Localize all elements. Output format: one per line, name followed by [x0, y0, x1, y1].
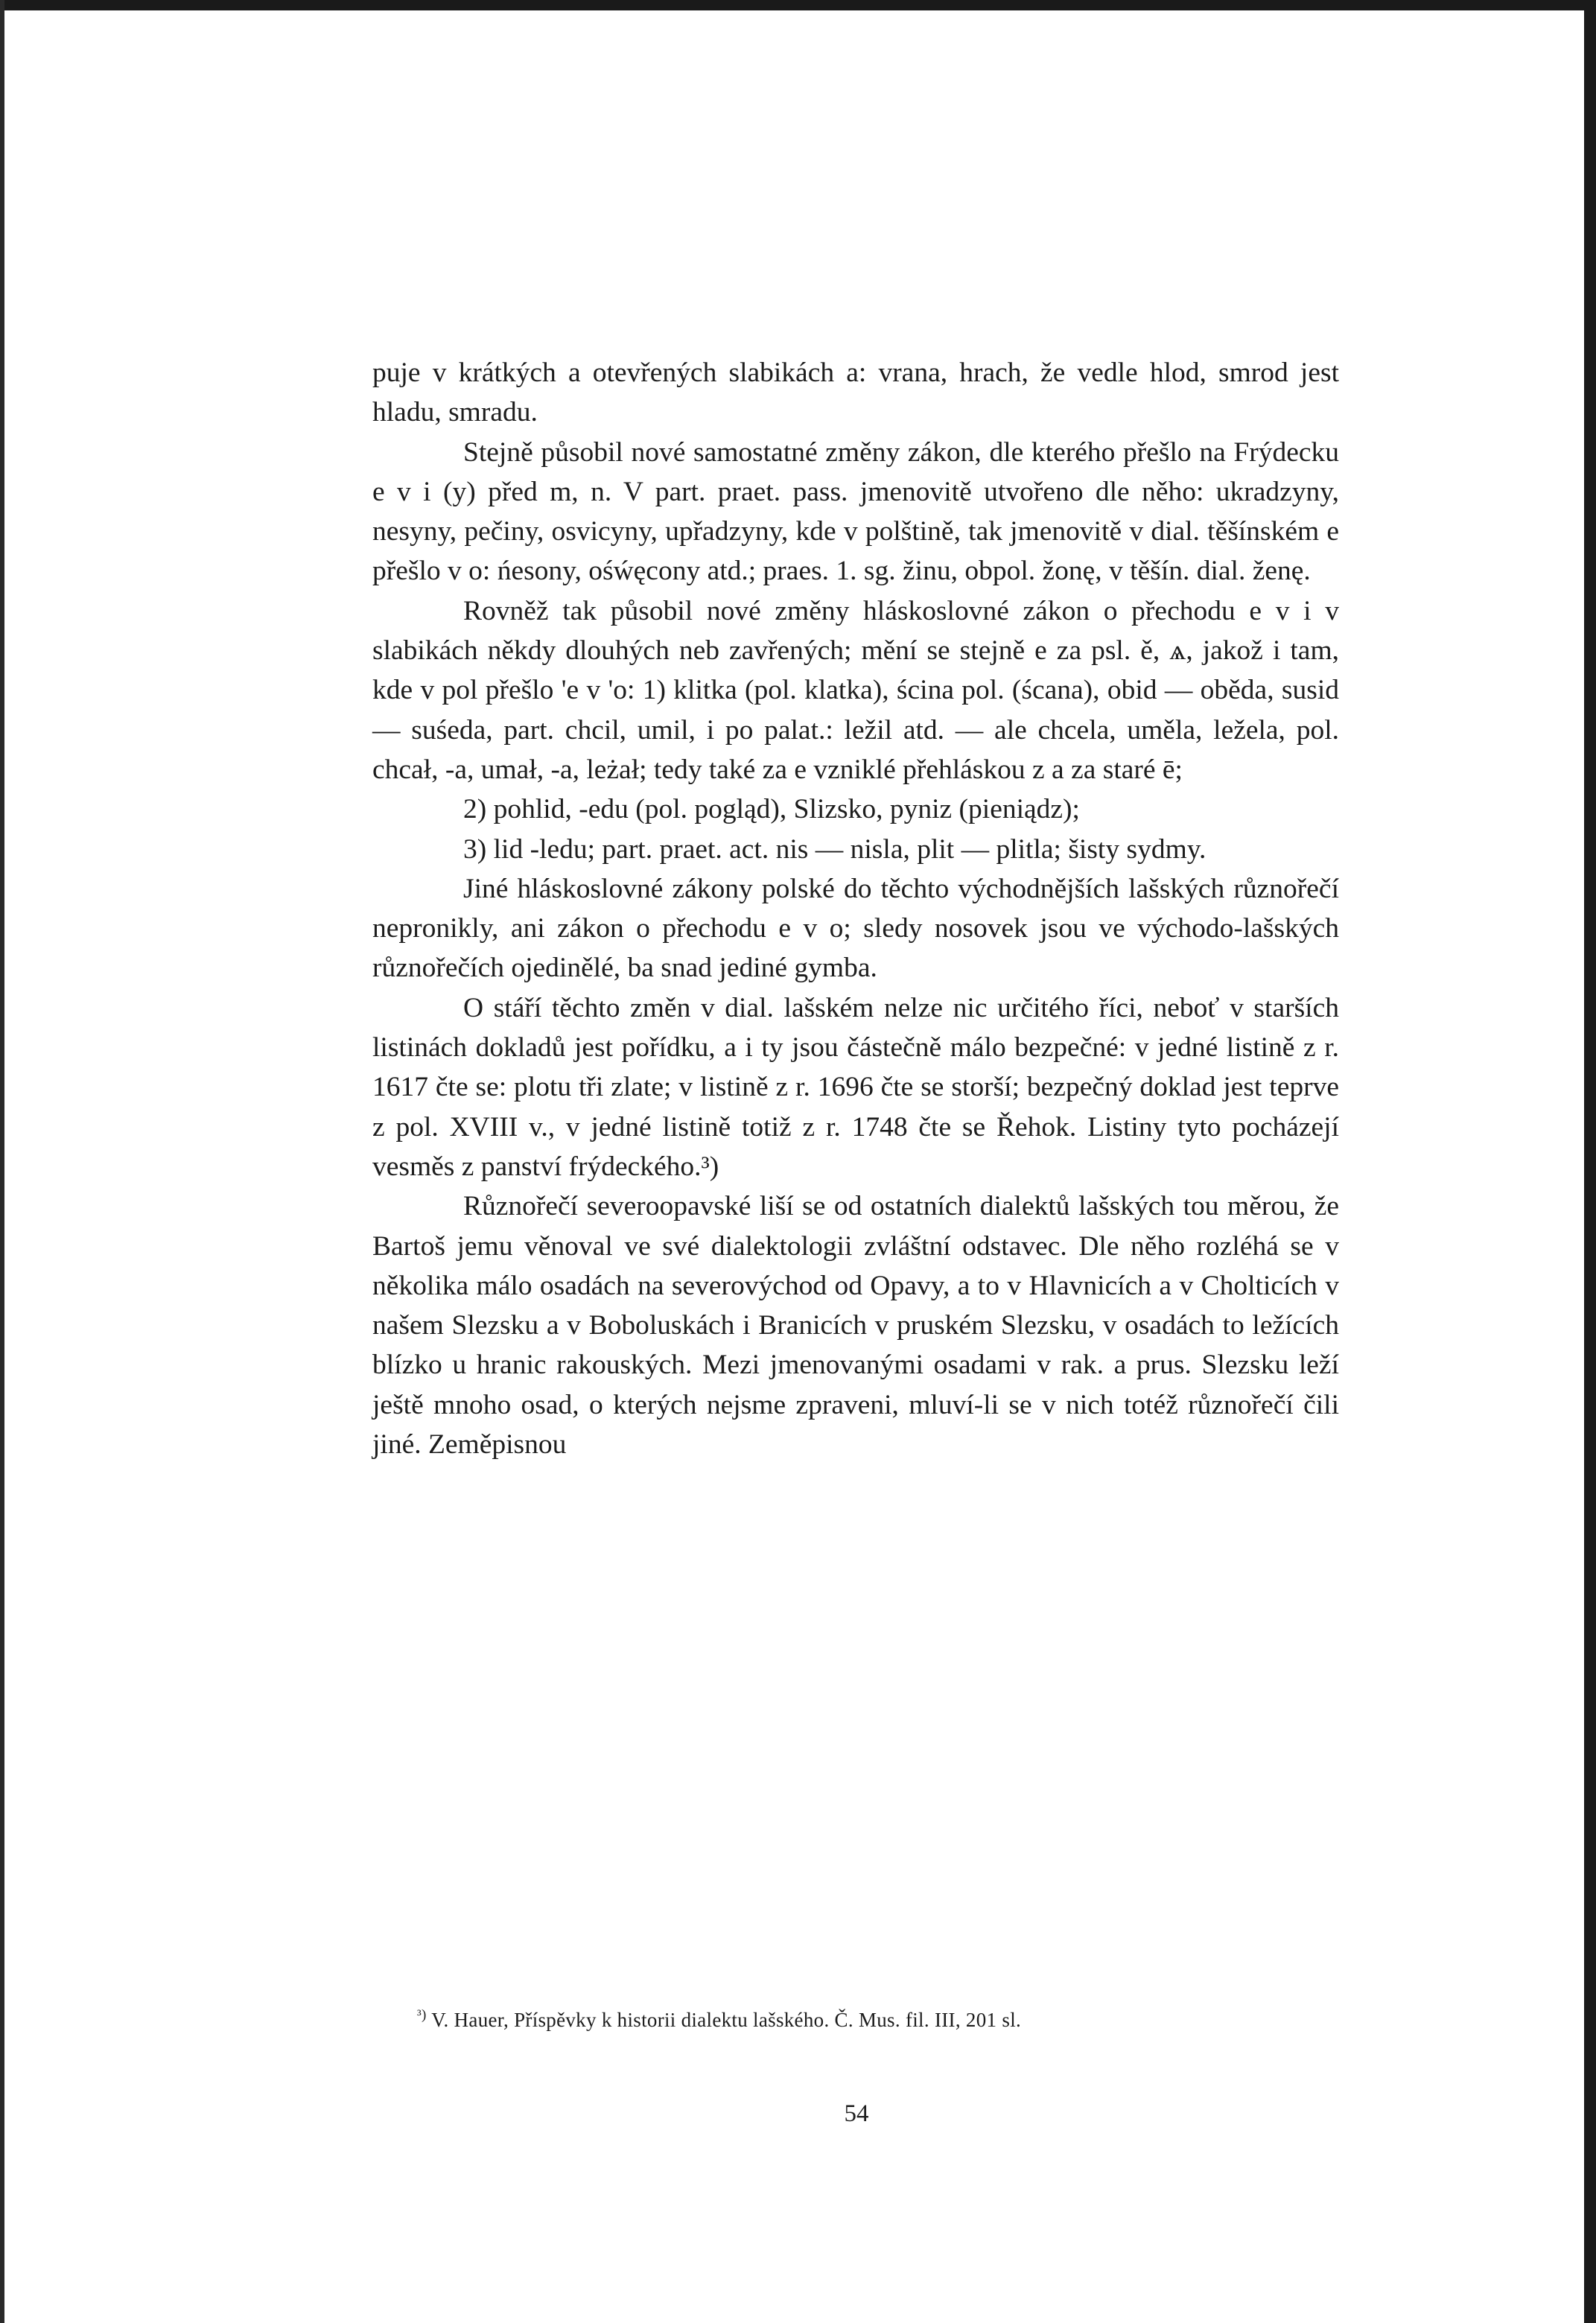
paragraph: O stáří těchto změn v dial. lašském nelze nic určitého říci, neboť v starších listinách dokladů jest pořídku, a i ty jsou částečně málo bezpečné: v jedné listině z r. 1617 čte se: plotu tři zlate; v listině z r. 1696 čte se storší; bezpečný doklad jest teprve z pol. XVIII v., v jedné listině totiž z r. 1748 čte se Řehok. Listiny tyto pocházejí vesměs z panství frýdeckého.³)	[372, 992, 1339, 1182]
paragraph: Stejně působil nové samostatné změny zákon, dle kterého přešlo na Frýdecku e v i (y) před m, n. V part. praet. pass. jmenovitě utvořeno dle něho: ukradzyny, nesyny, pečiny, osvicyny, upřadzyny, kde v polštině, tak jmenovitě v dial. těšínském e přešlo v o: ńesony, ośẃęcony atd.; praes. 1. sg. žinu, obpol. žonę, v těšín. dial. ženę.	[372, 436, 1339, 587]
paragraph: puje v krátkých a otevřených slabikách a: vrana, hrach, že vedle hlod, smrod jest hladu, smradu.	[372, 357, 1339, 428]
scan-border-top	[0, 0, 1596, 10]
footnote	[417, 2001, 1339, 2035]
paragraph: Různořečí severoopavské liší se od ostatních dialektů lašských tou měrou, že Bartoš jemu věnoval ve své dialektologii zvláštní odstavec. Dle něho rozléhá se v několika málo osadách na severovýchod od Opavy, a to v Hlavnicích a v Cholticích v našem Slezsku a v Boboluskách i Branicích v pruském Slezsku, v osadách to ležících blízko u hranic rakouských. Mezi jmenovanými osadami v rak. a prus. Slezsku leží ještě mnoho osad, o kterých nejsme zpraveni, mluví-li se v nich totéž různořečí čili jiné. Zeměpisnou	[372, 1191, 1339, 1461]
footnote-text: V. Hauer, Příspěvky k historii dialektu lašského. Č. Mus. fil. III, 201 sl.	[431, 2009, 1022, 2031]
footnote-marker: ³)	[417, 2007, 427, 2023]
page-number: 54	[844, 2100, 869, 2127]
scan-border-left	[0, 0, 4, 2323]
paragraph: 2) pohlid, -edu (pol. pogląd), Slizsko, pyniz (pieniądz);	[463, 794, 1080, 825]
paragraph: Jiné hláskoslovné zákony polské do těchto východnějších lašských různořečí nepronikly, ani zákon o přechodu e v o; sledy nosovek jsou ve východo-lašských různořečích ojedinělé, ba snad jediné gymba.	[372, 873, 1339, 984]
scan-border-right	[1584, 0, 1596, 2323]
paragraph: 3) lid -ledu; part. praet. act. nis — nisla, plit — plitla; šisty sydmy.	[463, 833, 1206, 865]
body-text	[372, 353, 1339, 1464]
paragraph: Rovněž tak působil nové změny hláskoslovné zákon o přechodu e v i v slabikách někdy dlouhých neb zavřených; mění se stejně e za psl. ě, ѧ, jakož i tam, kde v pol přešlo 'e v 'o: 1) klitka (pol. klatka), ścina pol. (ścana), obid — oběda, susid — suśeda, part. chcil, umil, i po palat.: ležil atd. — ale chcela, uměla, ležela, pol. chcał, -a, umał, -a, leżał; tedy také za e vzniklé přehláskou z a za staré ē;	[372, 595, 1339, 785]
